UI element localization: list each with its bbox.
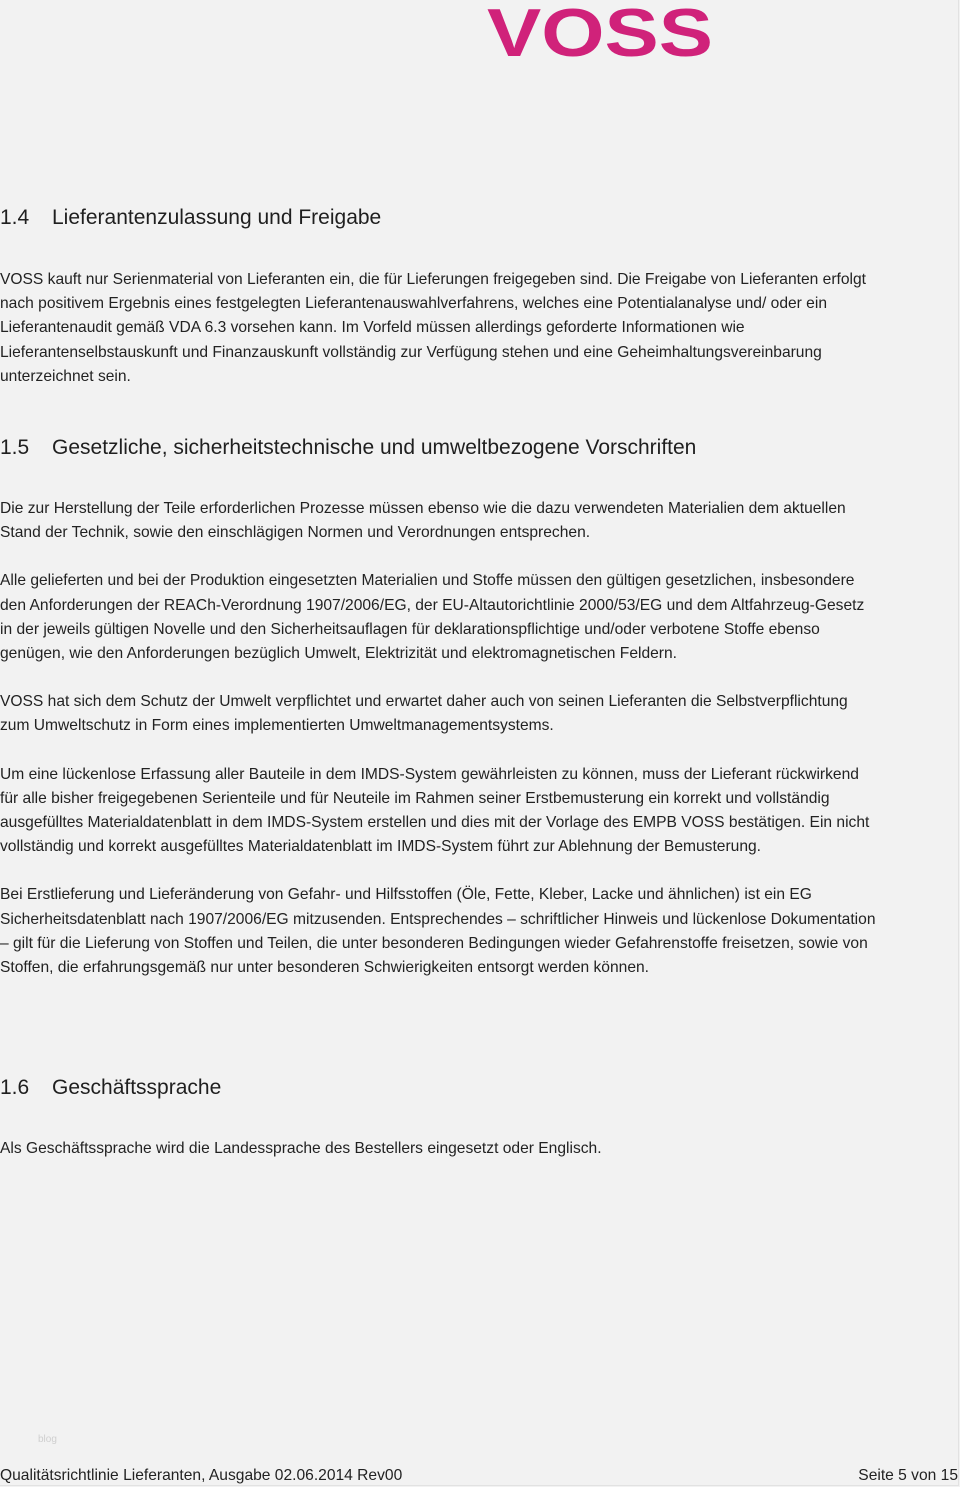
paragraph: Die zur Herstellung der Teile erforderlichen Prozesse müssen ebenso wie die dazu verwendeten Materialien dem aktuellen Stand der Technik, sowie den einschlägigen Normen und Verordnungen entsprechen. — [0, 500, 846, 542]
section-number: 1.6 — [0, 1076, 30, 1099]
section-1-6 — [0, 1075, 900, 1161]
footer-page-number: Seite 5 von 15 — [858, 1467, 958, 1484]
section-1-4 — [0, 205, 900, 389]
section-1-5 — [0, 435, 900, 980]
paragraph: Als Geschäftssprache wird die Landessprache des Bestellers eingesetzt oder Englisch. — [0, 1140, 602, 1157]
paragraph: Um eine lückenlose Erfassung aller Bauteile in dem IMDS-System gewährleisten zu können, muss der Lieferant rückwirkend für alle bisher freigegebenen Serienteile und für Neuteile im Rahmen seiner Erstbemusterung ein korrekt und vollständig ausgefülltes Materialdatenblatt in dem IMDS-System erstellen und dies mit der Vorlage des EMPB VOSS bestätigen. Ein nicht vollständig und korrekt ausgefülltes Materialdatenblatt im IMDS-System führt zur Ablehnung der Bemusterung. — [0, 765, 870, 856]
paragraph: VOSS hat sich dem Schutz der Umwelt verpflichtet und erwartet daher auch von seinen Lieferanten die Selbstverpflichtung zum Umweltschutz in Form eines implementierten Umweltmanagementsystems. — [0, 693, 848, 735]
paragraph: Bei Erstlieferung und Lieferänderung von Gefahr- und Hilfsstoffen (Öle, Fette, Kleber, Lacke und ähnlichen) ist ein EG Sicherheitsdatenblatt nach 1907/2006/EG mitzusenden. Entsprechendes – schriftlicher Hinweis und lückenlose Dokumentation – gilt für die Lieferung von Stoffen und Teilen, die unter besonderen Bedingungen wieder Gefahrenstoffe freisetzen, sowie von Stoffen, die erfahrungsgemäß nur unter besonderen Schwierigkeiten entsorgt werden können. — [0, 886, 876, 977]
watermark: blog — [38, 1434, 57, 1445]
section-title: Geschäftssprache — [52, 1076, 222, 1099]
voss-logo-graphic — [484, 0, 716, 62]
section-heading — [0, 435, 900, 461]
section-title: Gesetzliche, sicherheitstechnische und umweltbezogene Vorschriften — [52, 436, 697, 459]
section-number: 1.4 — [0, 206, 30, 229]
section-number: 1.5 — [0, 436, 30, 459]
paragraph: Alle gelieferten und bei der Produktion eingesetzten Materialien und Stoffe müssen den gültigen gesetzlichen, insbesondere den Anforderungen der REACh-Verordnung 1907/2006/EG, der EU-Altautorichtlinie 2000/53/EG und dem Altfahrzeug-Gesetz in der jeweils gültigen Novelle und den Sicherheitsauflagen für deklarationspflichtige und/oder verbotene Stoffe ebenso genügen, wie den Anforderungen bezüglich Umwelt, Elektrizität und elektromagnetischen Feldern. — [0, 572, 865, 663]
section-heading — [0, 205, 900, 231]
paragraph: VOSS kauft nur Serienmaterial von Lieferanten ein, die für Lieferungen freigegeben sind. Die Freigabe von Lieferanten erfolgt nach positivem Ergebnis eines festgelegten Lieferantenauswahlverfahrens, welches eine Potentialanalyse und/ oder ein Lieferantenaudit gemäß VDA 6.3 vorsehen kann. Im Vorfeld müssen allerdings geforderte Informationen wie Lieferantenselbstauskunft und Finanzauskunft vollständig zur Verfügung stehen und eine Geheimhaltungsvereinbarung unterzeichnet sein. — [0, 271, 866, 385]
voss-logo — [484, 0, 716, 62]
voss-logo-text: VOSS — [487, 0, 713, 62]
footer-document-title: Qualitätsrichtlinie Lieferanten, Ausgabe 02.06.2014 Rev00 — [0, 1467, 403, 1484]
section-title: Lieferantenzulassung und Freigabe — [52, 206, 382, 229]
section-heading — [0, 1075, 900, 1101]
